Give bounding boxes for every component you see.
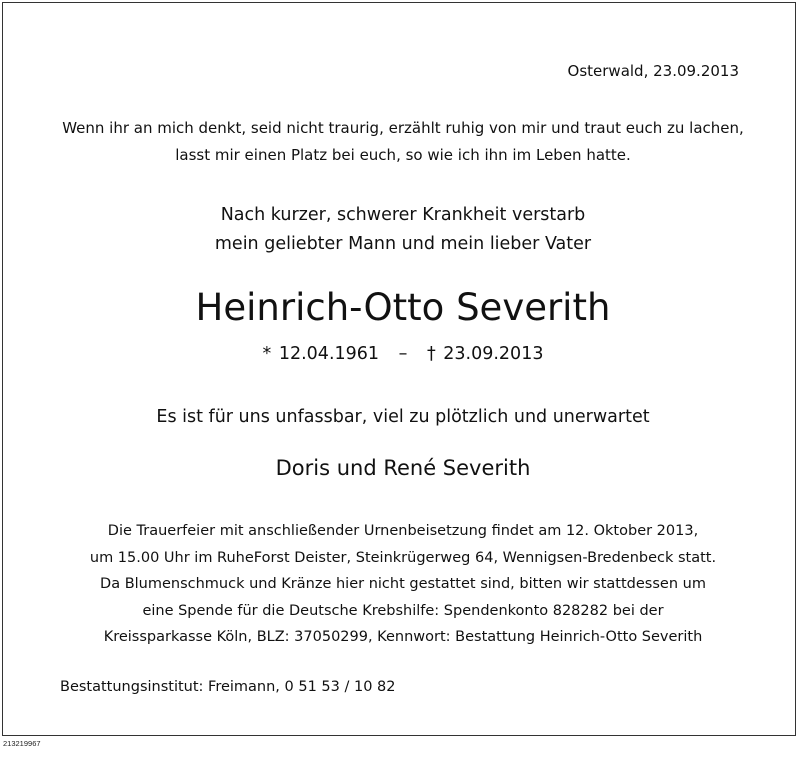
deceased-name: Heinrich-Otto Severith [195,286,611,329]
details-line: Da Blumenschmuck und Kränze hier nicht gestattet sind, bitten wir stattdessen um [100,576,706,592]
intro-line: Nach kurzer, schwerer Krankheit verstarb [220,205,586,225]
intro-text [3,201,800,259]
verse-line: Wenn ihr an mich denkt, seid nicht traurig, erzählt ruhig von mir und traut euch zu lachen, [62,119,744,137]
life-dates [3,342,800,366]
death-date: † 23.09.2013 [426,344,544,364]
details-line: eine Spende für die Deutsche Krebshilfe: Spendenkonto 828282 bei der [142,602,664,619]
details-line: Die Trauerfeier mit anschließender Urnenbeisetzung findet am 12. Oktober 2013, [107,523,699,539]
place-date: Osterwald, 23.09.2013 [567,62,739,80]
details-line: Kreissparkasse Köln, BLZ: 37050299, Kennwort: Bestattung Heinrich-Otto Severith [103,629,703,645]
statement: Es ist für uns unfassbar, viel zu plötzlich und unerwartet [156,407,650,427]
ad-code: 213219967 [3,739,41,748]
verse-line: lasst mir einen Platz bei euch, so wie ich ihn im Leben hatte. [175,146,631,164]
notice-frame [2,2,796,736]
date-separator: – [398,344,408,364]
undertaker-info: Bestattungsinstitut: Freimann, 0 51 53 / 10 82 [60,679,396,695]
family-names: Doris und René Severith [275,456,531,480]
verse [3,115,800,169]
birth-date: * 12.04.1961 [262,344,380,364]
intro-line: mein geliebter Mann und mein lieber Vater [214,234,592,254]
details-line: um 15.00 Uhr im RuheForst Deister, Steinkrügerweg 64, Wennigsen-Bredenbeck statt. [89,549,717,566]
funeral-details [3,518,800,651]
